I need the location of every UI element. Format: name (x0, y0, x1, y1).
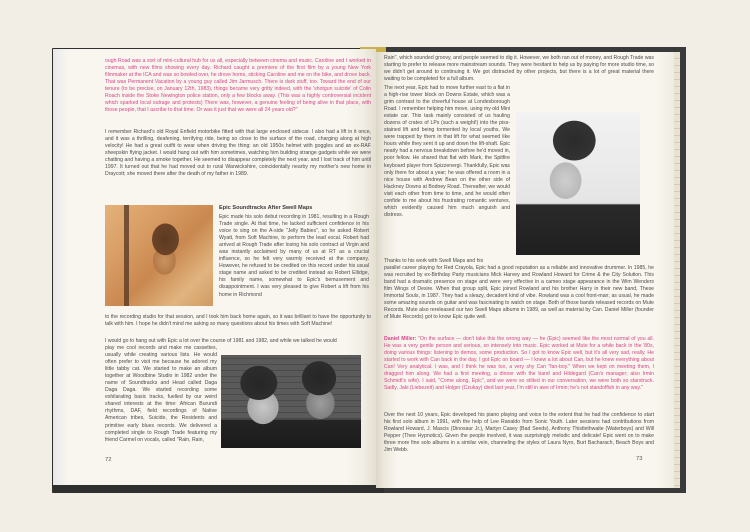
quote-text: "On the surface — don't take this the wrong way — he (Epic) seemed like the most normal of you all. He was a very gentle person and serious, so intensely into music. Epic worked at Mute for a while back in the '80s, doing various things: listening to demos, some production. So I got to know Epic well, but it's all very sad, really. He started to work with Can back in the day. I got Epic on board — I knew a lot about Can, but he knew everything about Can! Very analytical. I was, and I think he was too, a very shy Can "fan-boy." When we kept on meeting them, I dragged him along. We had a first meeting, a dinner with the band and Hildegard (Can's manager; also Irmin Schmidt's wife). I said, "Come along, Epic", and we were so stilted in our conversation, we were both so starstruck. Sadly, Jaki (Liebezeit) and Holger (Czukay) died last year, I'm still in awe of Irmin; he's not standoffish in any way." (384, 336, 654, 392)
paragraph-motorbike: I remember Richard's old Royal Enfield motorbike fitted with that large enclosed sidecar. I also had a lift in it once, and it was a thrilling, deafening, terrifying ride, being so close to the surface of the road, charging along at high velocity! He had a great outfit to wear when driving the thing: an old 1950s helmet with goggles and an ex-RAF sheepskin flying jacket. I would hang out with him sometimes, watching him building strange gadgets while we were chatting and having a smoke together. He seemed to disappear completely the next year, and I lost track of him until 1997. It turned out that he had moved out to rural Warwickshire, coincidentally nearby my mother's new home in Draycott; she moved there after the death of my father in 1989. (105, 129, 371, 178)
quote-block-top: ough Road was a sort of mini-cultural hub for us all, especially between cinema and music. Caroline and I worked in cinemas, with new films showing every day. Richard caught a premiere of the first film by a young New York filmmaker at the ICA and was so bowled over, he drove home, sticking Caroline and me on the bike, and drove back. That was Permanent Vacation by a young guy called Jim Jarmusch. There is dark stuff, too. Toward the end of our tenure (to be precise, on January 12th, 1983), things became very gritty indeed, with the 'shotgun suicide' of Colin Roach inside the Stoke Newington police station, only a few blocks away. (This was a highly controversial incident which sparked local outrage and protests) There was, however, a genuine feeling of being alive in that place, with those people, that I ascribe to that time. Or was it just that we were all 24 years old?" (105, 58, 371, 114)
page-number-right: 73 (636, 456, 643, 462)
quote-daniel-miller (384, 336, 654, 392)
bw-portrait-photo (516, 112, 640, 255)
left-page (53, 49, 376, 485)
two-young-men-bw-photo (221, 355, 361, 448)
section-heading: Epic Soundtracks After Swell Maps (219, 205, 313, 211)
right-page (376, 52, 674, 488)
quote-speaker: Daniel Miller: (384, 336, 417, 342)
paragraph-solo-debut-cont: to the recording studio for that session, and I took him back home again, so it was brilliant to have the opportunity to talk with him. I hope he didn't mind me asking so many questions about his times with Soft Machine! (105, 314, 371, 328)
paragraph-rain: Rain", which sounded groovy, and people seemed to dig it. However, we both ran out of money, and Rough Trade was starting to prefer to release more mainstream sounds. They were hesitant to help us by paying for more studio time, so we didn't get around to continuing it. We got distracted by other projects, but there is a lot of great material there waiting to be completed for a full album. (384, 55, 654, 83)
paragraph-thanks-first-line: Thanks to his work with Swell Maps and his (384, 258, 484, 264)
paragraph-hangout: play me cool records and make me cassettes, usually while creating various lists. He would often prefer to visit me because he adored my little tabby cat. We started to make an album together at Woodbine Studio in 1982 under the name of Soundtracks and Head called Daga Daga Daga. We started recording some exhilarating basic tracks, fuelled by our weird shared interests at the time: African Burundi rhythms, DAF, field recordings of Native American tribes, Suicide, the Residents and primitive early blues records. We delivered a completed single to Rough Trade featuring my friend Carmel on vocals, called "Rain, Rain, (105, 345, 217, 443)
paragraph-solo-debut: Epic made his solo debut recording in 1981, resulting in a Rough Trade single. At that time, he lacked sufficient confidence in his voice to sing on the A-side "Jelly Babies", so he asked Robert Wyatt, from Soft Machine, to perform the lead vocal. Robert had arrived at Rough Trade after losing his solo contract at Virgin and was instantly acclaimed by many of us at RT as a crucial influence, so he felt very warmly received at the company. However, he refused to be credited on this record under his usual stage name and asked to be credited instead as Robert Ellidge, his family name, somewhat to Epic's bemusement and disappointment. I was very pleased to give Robert a lift from his home in Richmond (219, 214, 369, 298)
paragraph-move-east: The next year, Epic had to move further east to a flat in a high-rise tower block on Downs Estate, which was a grim contrast to the cheerful house at Londesborough Road. I remember helping him move, using my old Mini estate car. This task mainly consisted of us hauling dozens of crates of LPs (such a weight!) into the piss-stained lift and being tormented by local youths. We were trapped by them in that lift for what seemed like hours while they sent it up and down the lift-shaft. Epic nearly had a nervous breakdown before he'd moved in, poor fellow. He shared that flat with Mark, the Spitfire keyboard player from Spizzenergi. Thankfully, Epic was only there for about a year; he was offered a room in a nice house with Andrew Bean on the other side of Hackney Downs at Bodney Road. Thereafter, we would visit each other from time to time, and he would often confide to me about his frustrating romantic ventures, which evidently caused him much anguish and distress. (384, 85, 510, 218)
paragraph-hangout-first-line: I would go to hang out with Epic a lot over the course of 1981 and 1982, and while we talked he would (105, 338, 337, 344)
sepia-portrait-photo (105, 205, 213, 306)
page-number-left: 72 (105, 457, 112, 463)
paragraph-thanks: parallel career playing for Red Crayola, Epic had a good reputation as a reliable and innovative drummer. In 1985, he was recruited by ex-Birthday Party musicians Mick Harvey and Rowland Howard for Crime & the City Solution. This band had a dramatic presence on stage and were very effective in a cameo stage appearance in the Wim Wenders film Wings of Desire. When that group split, Epic joined Rowland and his brother Harry in their new band, These Immortal Souls, in 1987. They had a sleazy, decadent kind of vibe. Rowland was a cool front-man; as usual, he made some amazing sounds on guitar and was fascinating to watch on stage. Both of those bands released records on Mute Records. Mute also rereleased our two Swell Maps albums in 1989, as well as material by Can. Daniel Miller (founder of Mute Records) got to know Epic quite well. (384, 265, 654, 321)
paragraph-piano: Over the next 10 years, Epic developed his piano playing and voice to the extent that he had the confidence to start his first solo album in 1991, with the help of Lee Ranaldo from Sonic Youth. Later sessions had contributions from Rowland Howard, J. Mascis (Dinosaur Jr.), Martyn Casey (Bad Seeds), Anthony Thistlethwaite (Waterboys) and Will Pepper (Thee Hypnotics). Given the people involved, it was surprisingly melodic and delicate! Epic went on to make three more fine solo albums in a similar vein, channeling the styles of Laura Nyro, Burt Bacharach, Beach Boys and Jim Webb. (384, 412, 654, 454)
